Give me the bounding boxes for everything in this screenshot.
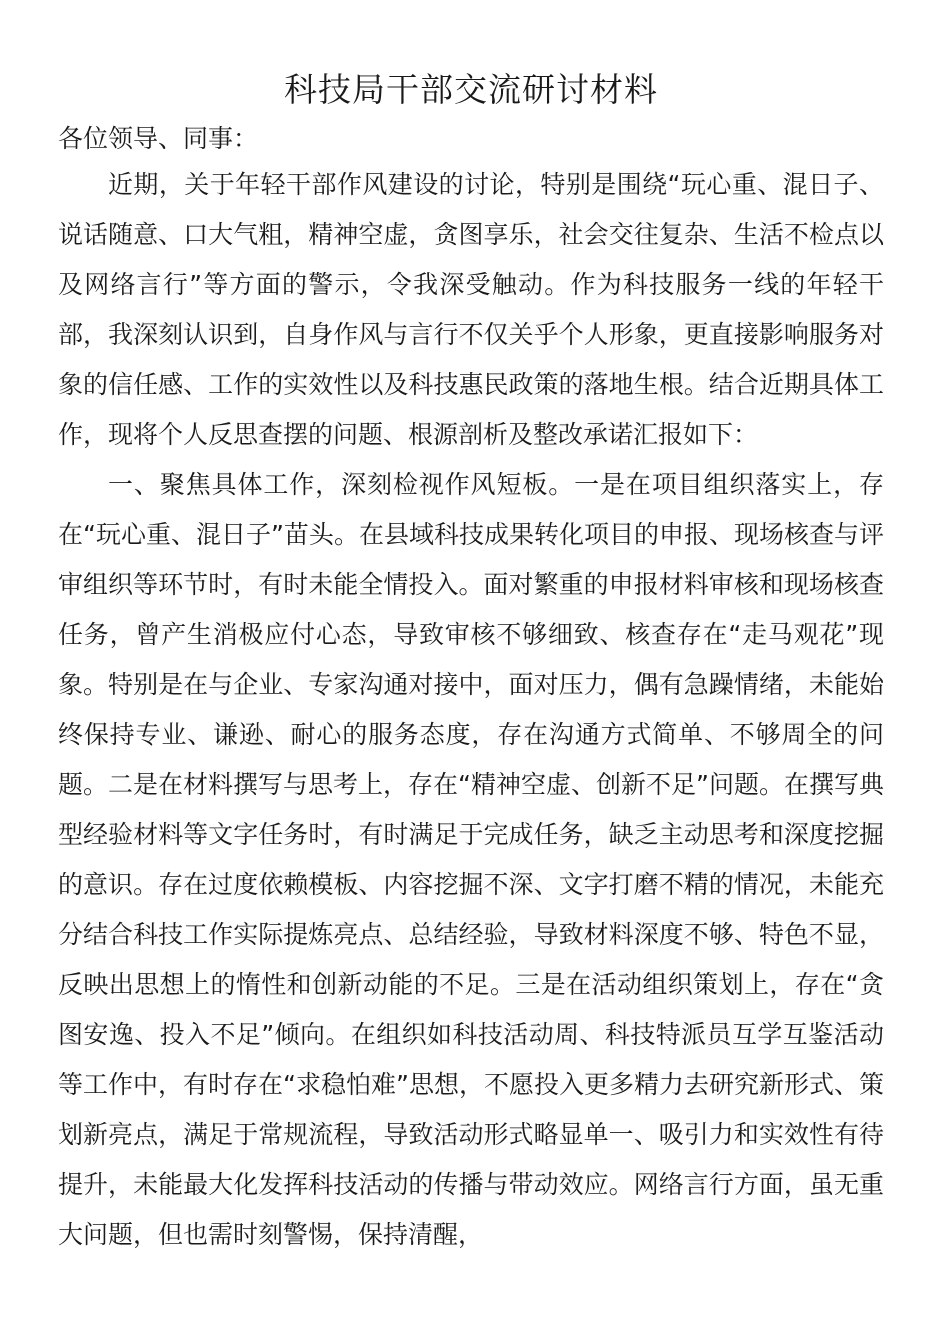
paragraph-intro: 近期，关于年轻干部作风建设的讨论，特别是围绕“玩心重、混日子、说话随意、口大气粗，精神空虚，贪图享乐，社会交往复杂、生活不检点以及网络言行”等方面的警示，令我深受触动。作为科技服务一线的年轻干部，我深刻认识到，自身作风与言行不仅关乎个人形象，更直接影响服务对象的信任感、工作的实效性以及科技惠民政策的落地生根。结合近期具体工作，现将个人反思查摆的问题、根源剖析及整改承诺汇报如下： [58, 170, 884, 449]
document-page [58, 62, 884, 1260]
salutation: 各位领导、同事： [58, 124, 259, 153]
document-title: 科技局干部交流研讨材料 [284, 70, 658, 109]
paragraph-section-one: 一、聚焦具体工作，深刻检视作风短板。一是在项目组织落实上，存在“玩心重、混日子”苗头。在县域科技成果转化项目的申报、现场核查与评审组织等环节时，有时未能全情投入。面对繁重的申报材料审核和现场核查任务，曾产生消极应付心态，导致审核不够细致、核查存在“走马观花”现象。特别是在与企业、专家沟通对接中，面对压力，偶有急躁情绪，未能始终保持专业、谦逊、耐心的服务态度，存在沟通方式简单、不够周全的问题。二是在材料撰写与思考上，存在“精神空虚、创新不足”问题。在撰写典型经验材料等文字任务时，有时满足于完成任务，缺乏主动思考和深度挖掘的意识。存在过度依赖模板、内容挖掘不深、文字打磨不精的情况，未能充分结合科技工作实际提炼亮点、总结经验，导致材料深度不够、特色不显，反映出思想上的惰性和创新动能的不足。三是在活动组织策划上，存在“贪图安逸、投入不足”倾向。在组织如科技活动周、科技特派员互学互鉴活动等工作中，有时存在“求稳怕难”思想，不愿投入更多精力去研究新形式、策划新亮点，满足于常规流程，导致活动形式略显单一、吸引力和实效性有待提升，未能最大化发挥科技活动的传播与带动效应。网络言行方面，虽无重大问题，但也需时刻警惕，保持清醒， [58, 470, 884, 1249]
